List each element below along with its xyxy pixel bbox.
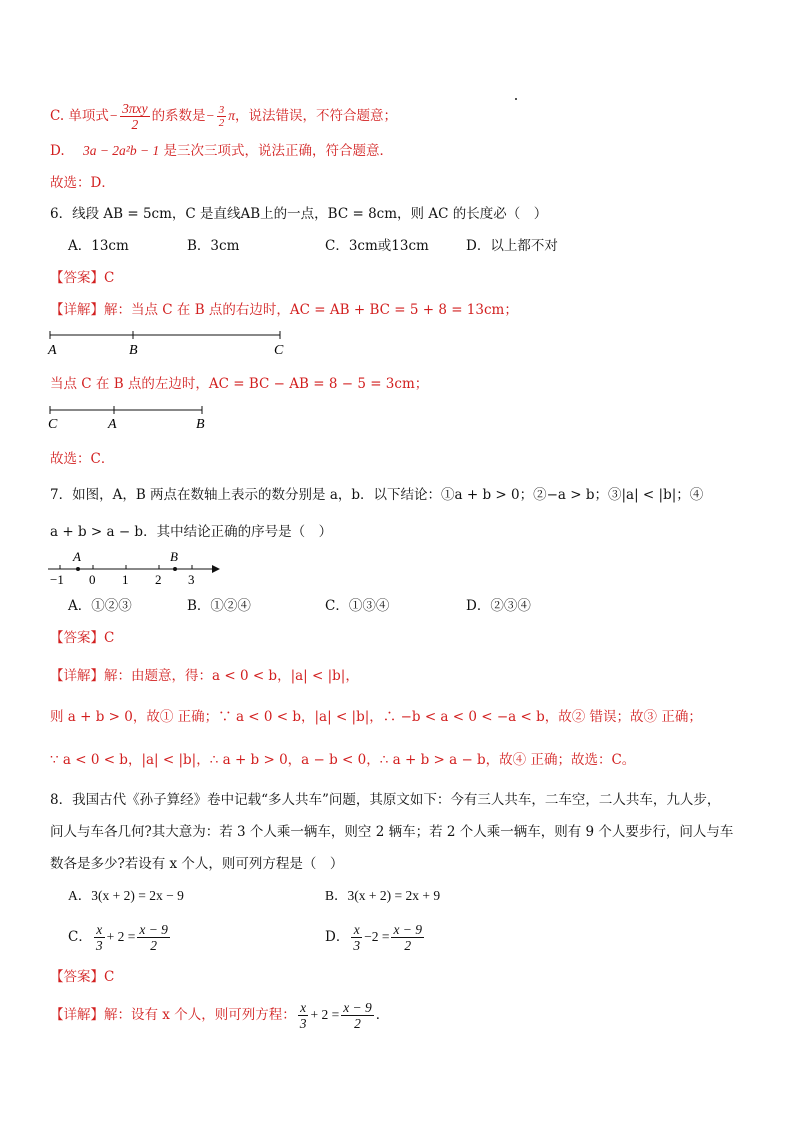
frac-numerator: x − 9 xyxy=(343,1000,372,1015)
tick-label: 0 xyxy=(89,572,96,587)
frac-denominator: 3 xyxy=(95,938,103,953)
q5-optc-prefix: C. 单项式 xyxy=(50,108,109,124)
detail-tag: 【详解】 xyxy=(50,668,104,684)
coef-sign: − xyxy=(205,108,215,123)
q7-option-a: A．①②③ xyxy=(68,598,132,614)
q6-choose: 故选：C． xyxy=(50,451,115,467)
q5-option-d xyxy=(50,142,393,160)
q8-stem-2: 问人与车各几何?其大意为：若 3 个人乘一辆车，则空 2 辆车；若 2 个人乘一辆车，则有 9 个人要步行，问人与车 xyxy=(50,824,734,840)
fraction xyxy=(391,922,424,953)
q6-segment-diagram-1 xyxy=(44,328,294,360)
diagram-label-c: C xyxy=(48,417,58,432)
q5-optc-fraction xyxy=(120,101,150,132)
option-label: D． xyxy=(325,929,350,945)
q7-number-line xyxy=(44,548,234,588)
stray-dot xyxy=(515,98,517,100)
q8-stem-1: 8．我国古代《孙子算经》卷中记载“多人共车”问题，其原文如下：今有三人共车，二车空，二人共车，九人步， xyxy=(50,792,721,808)
q7-stem-1: 7．如图，A，B 两点在数轴上表示的数分别是 a，b．以下结论：①a + b > 0；②−a > b；③|a| < |b|；④ xyxy=(50,487,704,503)
q5-optc-mid: 的系数是 xyxy=(151,108,206,124)
diagram-label-c: C xyxy=(274,343,284,358)
diagram-label-a: A xyxy=(108,417,117,432)
q8-option-c xyxy=(68,920,172,954)
equation-mid: + 2 = xyxy=(310,1007,340,1022)
option-label: C． xyxy=(68,929,92,945)
q7-option-b: B．①②④ xyxy=(187,598,251,614)
pi-symbol: π xyxy=(228,108,235,123)
q5-choose: 故选：D． xyxy=(50,175,115,191)
q6-option-c: C．3cm或13cm xyxy=(325,238,429,254)
detail-text: 解：设有 x 个人，则可列方程： xyxy=(104,1007,296,1023)
detail-tag: 【详解】 xyxy=(50,302,104,318)
q7-answer: 【答案】C xyxy=(50,630,115,646)
frac-numerator: x xyxy=(94,922,105,938)
frac-denominator: 3 xyxy=(353,938,361,953)
q6-detail-1 xyxy=(50,301,518,319)
q8-option-b: B．3(x + 2) = 2x + 9 xyxy=(325,888,441,903)
q8-stem-3: 数各是多少?若设有 x 个人，则可列方程是（ ） xyxy=(50,856,344,872)
fraction xyxy=(137,922,170,953)
q7-detail-2: 则 a + b > 0，故① 正确；∵ a < 0 < b，|a| < |b|，∴ −b < a < 0 < −a < b，故② 错误；故③ 正确； xyxy=(50,709,702,725)
detail-text: 解：当点 C 在 B 点的右边时，AC = AB + BC = 5 + 8 = 13cm； xyxy=(104,302,518,318)
frac-denominator: 2 xyxy=(218,117,225,129)
frac-numerator: 3πxy xyxy=(122,101,148,116)
q7-option-d: D．②③④ xyxy=(466,598,531,614)
tick-label: 2 xyxy=(155,572,162,587)
q7-detail-3: ∵ a < 0 < b，|a| < |b|，∴ a + b > 0，a − b < 0，∴ a + b > a − b，故④ 正确；故选：C。 xyxy=(50,752,636,768)
equation-mid: + 2 = xyxy=(106,929,136,944)
detail-tag: 【详解】 xyxy=(50,1007,104,1023)
diagram-label-a: A xyxy=(48,343,57,358)
frac-denominator: 3 xyxy=(299,1016,307,1031)
frac-denominator: 2 xyxy=(354,1016,361,1031)
tick-label: 1 xyxy=(122,572,129,587)
frac-denominator: 2 xyxy=(131,117,139,132)
frac-numerator: x − 9 xyxy=(393,922,423,937)
point-label-b: B xyxy=(170,549,178,564)
frac-numerator: x xyxy=(298,1000,309,1016)
q5-optd-expr: 3a − 2a²b − 1 xyxy=(82,143,160,158)
q8-option-a: A．3(x + 2) = 2x − 9 xyxy=(68,888,184,903)
q5-optd-prefix: D. xyxy=(50,143,65,159)
q8-answer: 【答案】C xyxy=(50,969,115,985)
fraction xyxy=(298,1000,309,1031)
q5-optc-suffix: ，说法错误，不符合题意； xyxy=(234,108,397,124)
frac-denominator: 2 xyxy=(404,938,412,953)
fraction xyxy=(351,922,362,953)
q5-optd-suffix: 是三次三项式，说法正确，符合题意． xyxy=(163,143,394,159)
q6-stem: 6．线段 AB = 5cm，C 是直线AB上的一点，BC = 8cm，则 AC 的长度必（ ） xyxy=(50,206,548,222)
q7-stem-2: a + b > a − b．其中结论正确的序号是（ ） xyxy=(50,524,333,540)
diagram-label-b: B xyxy=(196,417,205,432)
q5-optc-coef xyxy=(217,104,227,129)
fraction xyxy=(94,922,105,953)
tick-label: 3 xyxy=(188,572,195,587)
q7-option-c: C．①③④ xyxy=(325,598,390,614)
diagram-label-b: B xyxy=(129,343,138,358)
equation-mid: −2 = xyxy=(364,929,390,944)
q6-option-b: B．3cm xyxy=(187,238,240,254)
detail-text: 解：由题意，得：a < 0 < b，|a| < |b|， xyxy=(104,668,359,684)
point-label-a: A xyxy=(73,549,81,564)
q6-option-d: D．以上都不对 xyxy=(466,238,558,254)
tick-label: −1 xyxy=(50,572,64,587)
q8-detail xyxy=(50,998,389,1032)
frac-numerator: x − 9 xyxy=(139,922,168,937)
frac-numerator: 3 xyxy=(218,104,225,116)
frac-numerator: x xyxy=(351,922,362,938)
q6-option-a: A．13cm xyxy=(68,238,129,254)
q7-detail-1 xyxy=(50,667,359,685)
q6-detail-2: 当点 C 在 B 点的左边时，AC = BC − AB = 8 − 5 = 3cm； xyxy=(50,376,429,392)
q6-answer: 【答案】C xyxy=(50,270,115,286)
q6-segment-diagram-2 xyxy=(44,403,224,435)
q5-option-c: C. 单项式− $\frac{\text{3πxy}}{2}$ 的系数是− $\frac{3}{2}$ π，说法错误，不符合题意； xyxy=(50,101,397,132)
frac-denominator: 2 xyxy=(150,938,157,953)
q8-option-d xyxy=(325,920,426,954)
fraction xyxy=(341,1000,374,1031)
detail-end: ． xyxy=(375,1007,390,1023)
